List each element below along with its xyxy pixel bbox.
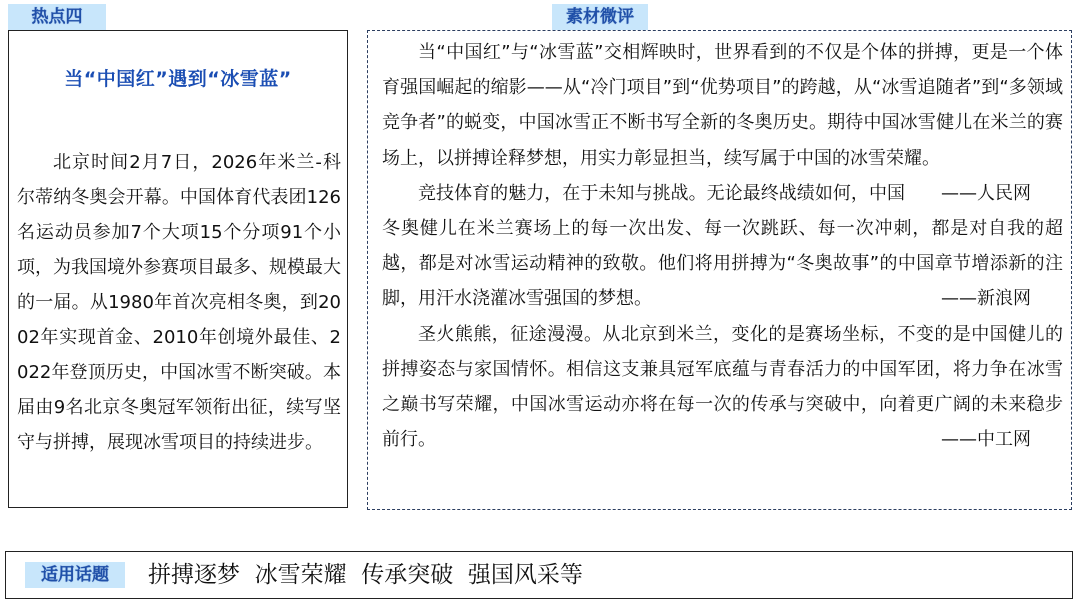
commentary-body (382, 35, 1063, 505)
topics-list: 拼搏逐梦 冰雪荣耀 传承突破 强国风采等 (148, 562, 583, 588)
news-panel (8, 30, 348, 508)
commentary-paragraph (382, 317, 1063, 458)
commentary-panel (367, 30, 1072, 510)
section-tag-material-review: 素材微评 (552, 4, 648, 30)
commentary-text: 当“中国红”与“冰雪蓝”交相辉映时，世界看到的不仅是个体的拼搏，更是一个体育强国崛起的缩影——从“冷门项目”到“优势项目”的跨越，从“冰雪追随者”到“多领域竞争者”的蜕变，中国冰雪正不断书写全新的冬奥历史。期待中国冰雪健儿在米兰的赛场上，以拼搏诠释梦想，用实力彰显担当，续写属于中国的冰雪荣耀。 (382, 42, 1063, 169)
topics-bar (5, 551, 1073, 599)
news-body: 北京时间2月7日，2026年米兰-科尔蒂纳冬奥会开幕。中国体育代表团126名运动员参加7个大项15个分项91个小项，为我国境外参赛项目最多、规模最大的一届。从1980年首次亮相冬奥，到2002年实现首金、2010年创境外最佳、2022年登顶历史，中国冰雪不断突破。本届由9名北京冬奥冠军领衔出征，续写坚守与拼搏，展现冰雪项目的持续进步。 (17, 152, 341, 453)
news-title: 当“中国红”遇到“冰雪蓝” (64, 68, 292, 90)
commentary-text: 竞技体育的魅力，在于未知与挑战。无论最终战绩如何，中国冬奥健儿在米兰赛场上的每一次出发、每一次跳跃、每一次冲刺，都是对自我的超越，都是对冰雪运动精神的致敬。他们将用拼搏为“冬奥故事”的中国章节增添新的注脚，用汗水浇灌冰雪强国的梦想。 (382, 182, 1063, 310)
commentary-source: ——新浪网 (941, 288, 1031, 310)
section-tag-hot-topic: 热点四 (8, 4, 106, 30)
section-tag-applicable-topics: 适用话题 (25, 562, 125, 588)
commentary-text: 圣火熊熊，征途漫漫。从北京到米兰，变化的是赛场坐标，不变的是中国健儿的拼搏姿态与家国情怀。相信这支兼具冠军底蕴与青春活力的中国军团，将力争在冰雪之巅书写荣耀，中国冰雪运动亦将在每一次的传承与突破中，向着更广阔的未来稳步前行。 (382, 323, 1063, 451)
commentary-source: ——人民网 (941, 182, 1031, 204)
commentary-source: ——中工网 (941, 429, 1031, 451)
commentary-paragraph (382, 35, 1063, 204)
